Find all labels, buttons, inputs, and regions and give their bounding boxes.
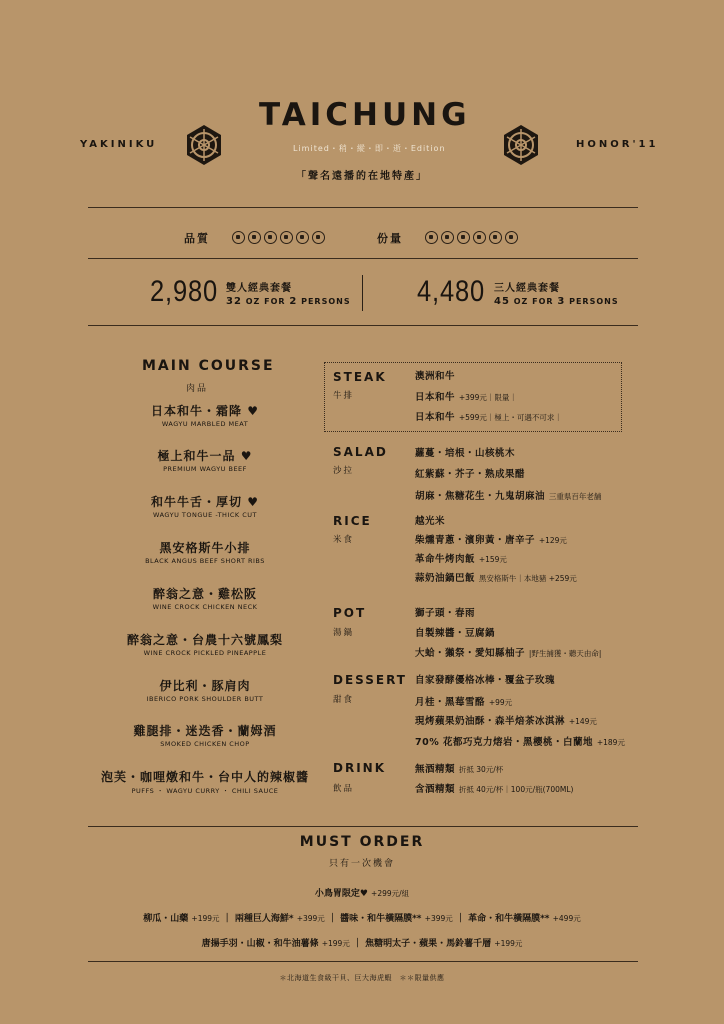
cow-face-icon (441, 231, 454, 244)
menu-line: 現烤蘋果奶油酥・森半焙茶冰淇淋 +149元 (415, 716, 597, 727)
menu-line: 柴燻青蔥・濱卵黃・唐辛子 +129元 (415, 535, 567, 546)
menu-line: 自製辣醬・豆腐鍋 (415, 628, 496, 639)
divider (88, 961, 638, 962)
category-drink-zh: 飲品 (333, 784, 355, 794)
cow-face-icon (425, 231, 438, 244)
menu-item-name: 日本和牛・霜降 ♥ (151, 404, 259, 418)
menu-item-english: WINE CROCK PICKLED PINEAPPLE (143, 649, 267, 657)
menu-item-english: WAGYU MARBLED MEAT (161, 420, 249, 428)
menu-item-english: BLACK ANGUS BEEF SHORT RIBS (145, 557, 265, 565)
cow-face-icon (505, 231, 518, 244)
menu-line: 月桂・黑莓雪酪 +99元 (415, 697, 513, 708)
menu-item-name: 極上和牛一品 ♥ (157, 449, 253, 463)
main-course-title: MAIN COURSE (142, 358, 275, 374)
menu-line: 70% 花都巧克力熔岩・黑櫻桃・白蘭地 +189元 (415, 737, 625, 748)
menu-line: 胡麻・焦糖花生・九鬼胡麻油 三重県百年老舗 (415, 491, 602, 502)
footnote: ＊北海道生食級干貝、巨大海虎蝦 ＊＊限量供應 (279, 974, 445, 982)
category-dessert-zh: 甜食 (333, 695, 355, 705)
portion-label: 份量 (377, 232, 403, 245)
quality-rating (184, 227, 328, 246)
menu-line: 澳洲和牛 (415, 371, 456, 382)
tagline: 「聲名遠播的在地特產」 (296, 171, 428, 182)
page-title: TAICHUNG (259, 97, 471, 133)
menu-line: 蒜奶油鍋巴飯 黑安格斯牛｜本地豬 +259元 (415, 573, 577, 584)
cow-face-icon (264, 231, 277, 244)
cow-face-icon (280, 231, 293, 244)
right-brand: HONOR'11 (576, 139, 659, 150)
category-pot: POT (333, 606, 367, 620)
must-order-subtitle: 只有一次機會 (328, 859, 395, 869)
cow-face-icon (296, 231, 309, 244)
category-rice-zh: 米食 (333, 535, 355, 545)
menu-line: 獅子頭・春雨 (415, 608, 476, 619)
divider (88, 826, 638, 827)
quality-label: 品質 (184, 232, 210, 245)
set-name: 三人經典套餐 (494, 283, 560, 294)
must-order-line: 柳瓜・山藥 +199元 ｜ 兩種巨人海鮮* +399元 ｜ 醬味・和牛橫隔膜** +399元 ｜ 革命・和牛橫隔膜** +499元 (143, 914, 581, 924)
menu-item-name: 泡芙・咖哩燉和牛・台中人的辣椒醬 (100, 770, 309, 784)
category-rice: RICE (333, 514, 372, 528)
menu-item-name: 伊比利・豚肩肉 (159, 679, 251, 693)
portion-rating (377, 227, 521, 246)
set-price: 4,480 (417, 275, 486, 308)
cow-face-icon (248, 231, 261, 244)
menu-line: 紅紫蘇・芥子・熟成果醋 (415, 469, 526, 480)
menu-line: 自家發酵優格冰棒・覆盆子玫瑰 (415, 675, 556, 686)
cow-face-icon (232, 231, 245, 244)
divider (362, 275, 363, 311)
divider (88, 258, 638, 259)
must-order-title: MUST ORDER (299, 834, 425, 850)
category-salad: SALAD (333, 445, 388, 459)
category-pot-zh: 湯鍋 (333, 628, 355, 638)
limited-edition: Limited・稍・縱・即・逝・Edition (293, 144, 446, 153)
cow-face-icon (473, 231, 486, 244)
category-salad-zh: 沙拉 (333, 466, 355, 476)
menu-line: 越光米 (415, 516, 446, 527)
menu-item-english: PUFFS ・ WAGYU CURRY ・ CHILI SAUCE (131, 787, 279, 795)
left-brand: YAKINIKU (80, 139, 158, 150)
main-course-subtitle: 肉品 (186, 384, 209, 394)
divider (88, 207, 638, 208)
menu-item-english: IBERICO PORK SHOULDER BUTT (146, 695, 264, 703)
cow-face-icon (312, 231, 325, 244)
menu-item-name: 黑安格斯牛小排 (159, 541, 251, 555)
flower-emblem-icon (183, 124, 225, 166)
set-price: 2,980 (150, 275, 219, 308)
must-order-line: 唐揚手羽・山椒・和牛油薯條 +199元 ｜ 焦糖明太子・蘋果・馬鈴薯千層 +199元 (201, 939, 523, 949)
category-steak-zh: 牛排 (333, 391, 355, 401)
cow-face-icon (489, 231, 502, 244)
flower-emblem-icon (500, 124, 542, 166)
divider (88, 325, 638, 326)
menu-line: 大蛤・獺祭・愛知縣柚子 |野生捕獲・聽天由命| (415, 648, 602, 659)
menu-line: 革命牛烤肉飯 +159元 (415, 554, 507, 565)
set-portion: 45 OZ FOR 3 PERSONS (494, 296, 619, 307)
set-portion: 32 OZ FOR 2 PERSONS (226, 296, 351, 307)
cow-face-icon (457, 231, 470, 244)
menu-item-name: 醉翁之意・雞松阪 (152, 587, 257, 601)
menu-line: 日本和牛 +399元｜限量｜ (415, 392, 517, 403)
menu-item-english: PREMIUM WAGYU BEEF (163, 465, 247, 473)
menu-line: 日本和牛 +599元｜極上・可遇不可求｜ (415, 412, 562, 423)
category-drink: DRINK (333, 761, 387, 775)
menu-line: 蘿蔓・培根・山核桃木 (415, 448, 516, 459)
menu-item-english: WINE CROCK CHICKEN NECK (152, 603, 258, 611)
category-dessert: DESSERT (333, 673, 407, 687)
menu-item-english: SMOKED CHICKEN CHOP (160, 740, 250, 748)
menu-item-name: 雞腿排・迷迭香・蘭姆酒 (133, 724, 277, 738)
must-order-line: 小鳥胃限定♥ +299元/組 (314, 889, 410, 899)
category-steak: STEAK (333, 370, 387, 384)
menu-item-name: 和牛牛舌・厚切 ♥ (151, 495, 259, 509)
menu-item-english: WAGYU TONGUE -THICK CUT (153, 511, 257, 519)
menu-line: 含酒精類 折抵 40元/杯｜100元/瓶(700ML) (415, 784, 574, 795)
menu-item-name: 醉翁之意・台農十六號鳳梨 (126, 633, 283, 647)
set-name: 雙人經典套餐 (226, 283, 292, 294)
menu-line: 無酒精類 折抵 30元/杯 (415, 764, 504, 775)
